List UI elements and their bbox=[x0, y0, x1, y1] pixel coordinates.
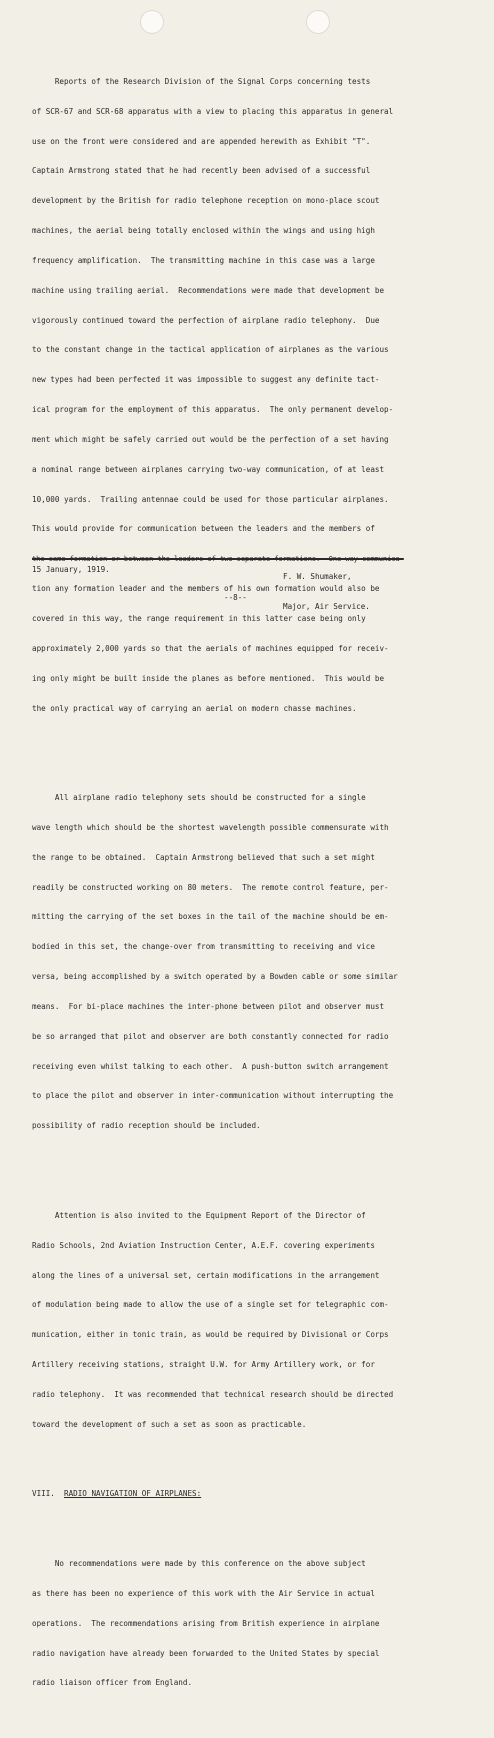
text-line: radio navigation have already been forwarded to the United States by special bbox=[32, 1648, 380, 1658]
text-line: the range to be obtained. Captain Armstrong believed that such a set might bbox=[32, 852, 375, 862]
text-line: means. For bi-place machines the inter-phone between pilot and observer must bbox=[32, 1001, 385, 1011]
text-line: machine using trailing aerial. Recommendations were made that development be bbox=[32, 285, 385, 295]
page-number: --8-- bbox=[224, 593, 247, 602]
section-number: VIII. bbox=[32, 1489, 55, 1499]
text-line: ical program for the employment of this apparatus. The only permanent develop- bbox=[32, 405, 394, 415]
text-line: to place the pilot and observer in inter-communication without interrupting the bbox=[32, 1091, 394, 1101]
text-line: development by the British for radio telephone reception on mono-place scout bbox=[32, 196, 380, 206]
paragraph-equipment-report bbox=[32, 1191, 472, 1450]
text-line: machines, the aerial being totally enclosed within the wings and using high bbox=[32, 226, 375, 236]
text-line: No recommendations were made by this conference on the above subject bbox=[32, 1559, 366, 1569]
text-line: wave length which should be the shortest wavelength possible commensurate with bbox=[32, 822, 389, 832]
text-line: approximately 2,000 yards so that the aerials of machines equipped for receiv- bbox=[32, 643, 389, 653]
section-title: RADIO NAVIGATION OF AIRPLANES: bbox=[64, 1489, 202, 1499]
text-line: be so arranged that pilot and observer are both constantly connected for radio bbox=[32, 1031, 389, 1041]
text-line: versa, being accomplished by a switch operated by a Bowden cable or some similar bbox=[32, 972, 398, 982]
signature-block bbox=[283, 552, 370, 632]
text-line: operations. The recommendations arising from British experience in airplane bbox=[32, 1618, 380, 1628]
section-heading bbox=[32, 1489, 472, 1499]
text-line: ment which might be safely carried out would be the perfection of a set having bbox=[32, 434, 389, 444]
text-line: receiving even whilst talking to each other. A push-button switch arrangement bbox=[32, 1061, 389, 1071]
text-line: munication, either in tonic train, as would be required by Divisional or Corps bbox=[32, 1330, 389, 1340]
text-line: as there has been no experience of this work with the Air Service in actual bbox=[32, 1588, 375, 1598]
signature-name: F. W. Shumaker, bbox=[283, 572, 352, 581]
text-line: covered in this way, the range requirement in this latter case being only bbox=[32, 614, 366, 623]
text-line: Artillery receiving stations, straight U.W. for Army Artillery work, or for bbox=[32, 1360, 375, 1370]
text-line: of modulation being made to allow the use of a single set for telegraphic com- bbox=[32, 1300, 389, 1310]
text-line: Captain Armstrong stated that he had recently been advised of a successful bbox=[32, 166, 371, 176]
text-line: of SCR-67 and SCR-68 apparatus with a view to placing this apparatus in general bbox=[32, 106, 394, 116]
text-line: This would provide for communication between the leaders and the members of bbox=[32, 524, 375, 534]
text-line: radio liaison officer from England. bbox=[32, 1678, 193, 1688]
text-line: radio telephony. It was recommended that technical research should be directed bbox=[32, 1389, 394, 1399]
text-line: mitting the carrying of the set boxes in the tail of the machine should be em- bbox=[32, 912, 389, 922]
text-line: vigorously continued toward the perfection of airplane radio telephony. Due bbox=[32, 315, 380, 325]
paragraph-reports bbox=[32, 57, 472, 733]
text-line: 10,000 yards. Trailing antennae could be used for those particular airplanes. bbox=[32, 494, 389, 504]
paragraph-navigation bbox=[32, 1539, 472, 1708]
paragraph-radio-sets bbox=[32, 773, 472, 1151]
punch-hole bbox=[140, 10, 164, 34]
text-line: All airplane radio telephony sets should be constructed for a single bbox=[32, 793, 366, 803]
text-line: tion any formation leader and the members of his own formation would also be bbox=[32, 584, 380, 594]
body-text bbox=[32, 37, 472, 1738]
text-line: readily be constructed working on 80 meters. The remote control feature, per- bbox=[32, 882, 389, 892]
struck-text-line: the same formation or between the leaders of two separate formations. One-way communica- bbox=[32, 554, 404, 564]
text-line: a nominal range between airplanes carrying two-way communication, of at least bbox=[32, 464, 385, 474]
text-line: the only practical way of carrying an aerial on modern chasse machines. bbox=[32, 703, 357, 713]
text-line: to the constant change in the tactical application of airplanes as the various bbox=[32, 345, 389, 355]
text-line: ing only might be built inside the planes as before mentioned. This would be bbox=[32, 673, 385, 683]
text-line: possibility of radio reception should be included. bbox=[32, 1121, 261, 1131]
signature-rank: Major, Air Service. bbox=[283, 602, 370, 611]
text-line: new types had been perfected it was impossible to suggest any definite tact- bbox=[32, 375, 380, 385]
text-line: use on the front were considered and are appended herewith as Exhibit "T". bbox=[32, 136, 371, 146]
text-line: frequency amplification. The transmitting machine in this case was a large bbox=[32, 255, 375, 265]
text-line: Reports of the Research Division of the Signal Corps concerning tests bbox=[32, 76, 371, 86]
text-line: toward the development of such a set as soon as practicable. bbox=[32, 1419, 307, 1429]
punch-hole bbox=[306, 10, 330, 34]
text-line: Radio Schools, 2nd Aviation Instruction Center, A.E.F. covering experiments bbox=[32, 1240, 375, 1250]
text-line: bodied in this set, the change-over from transmitting to receiving and vice bbox=[32, 942, 375, 952]
text-line: Attention is also invited to the Equipment Report of the Director of bbox=[32, 1210, 366, 1220]
text-line: along the lines of a universal set, certain modifications in the arrangement bbox=[32, 1270, 380, 1280]
document-date: 15 January, 1919. bbox=[32, 565, 110, 574]
